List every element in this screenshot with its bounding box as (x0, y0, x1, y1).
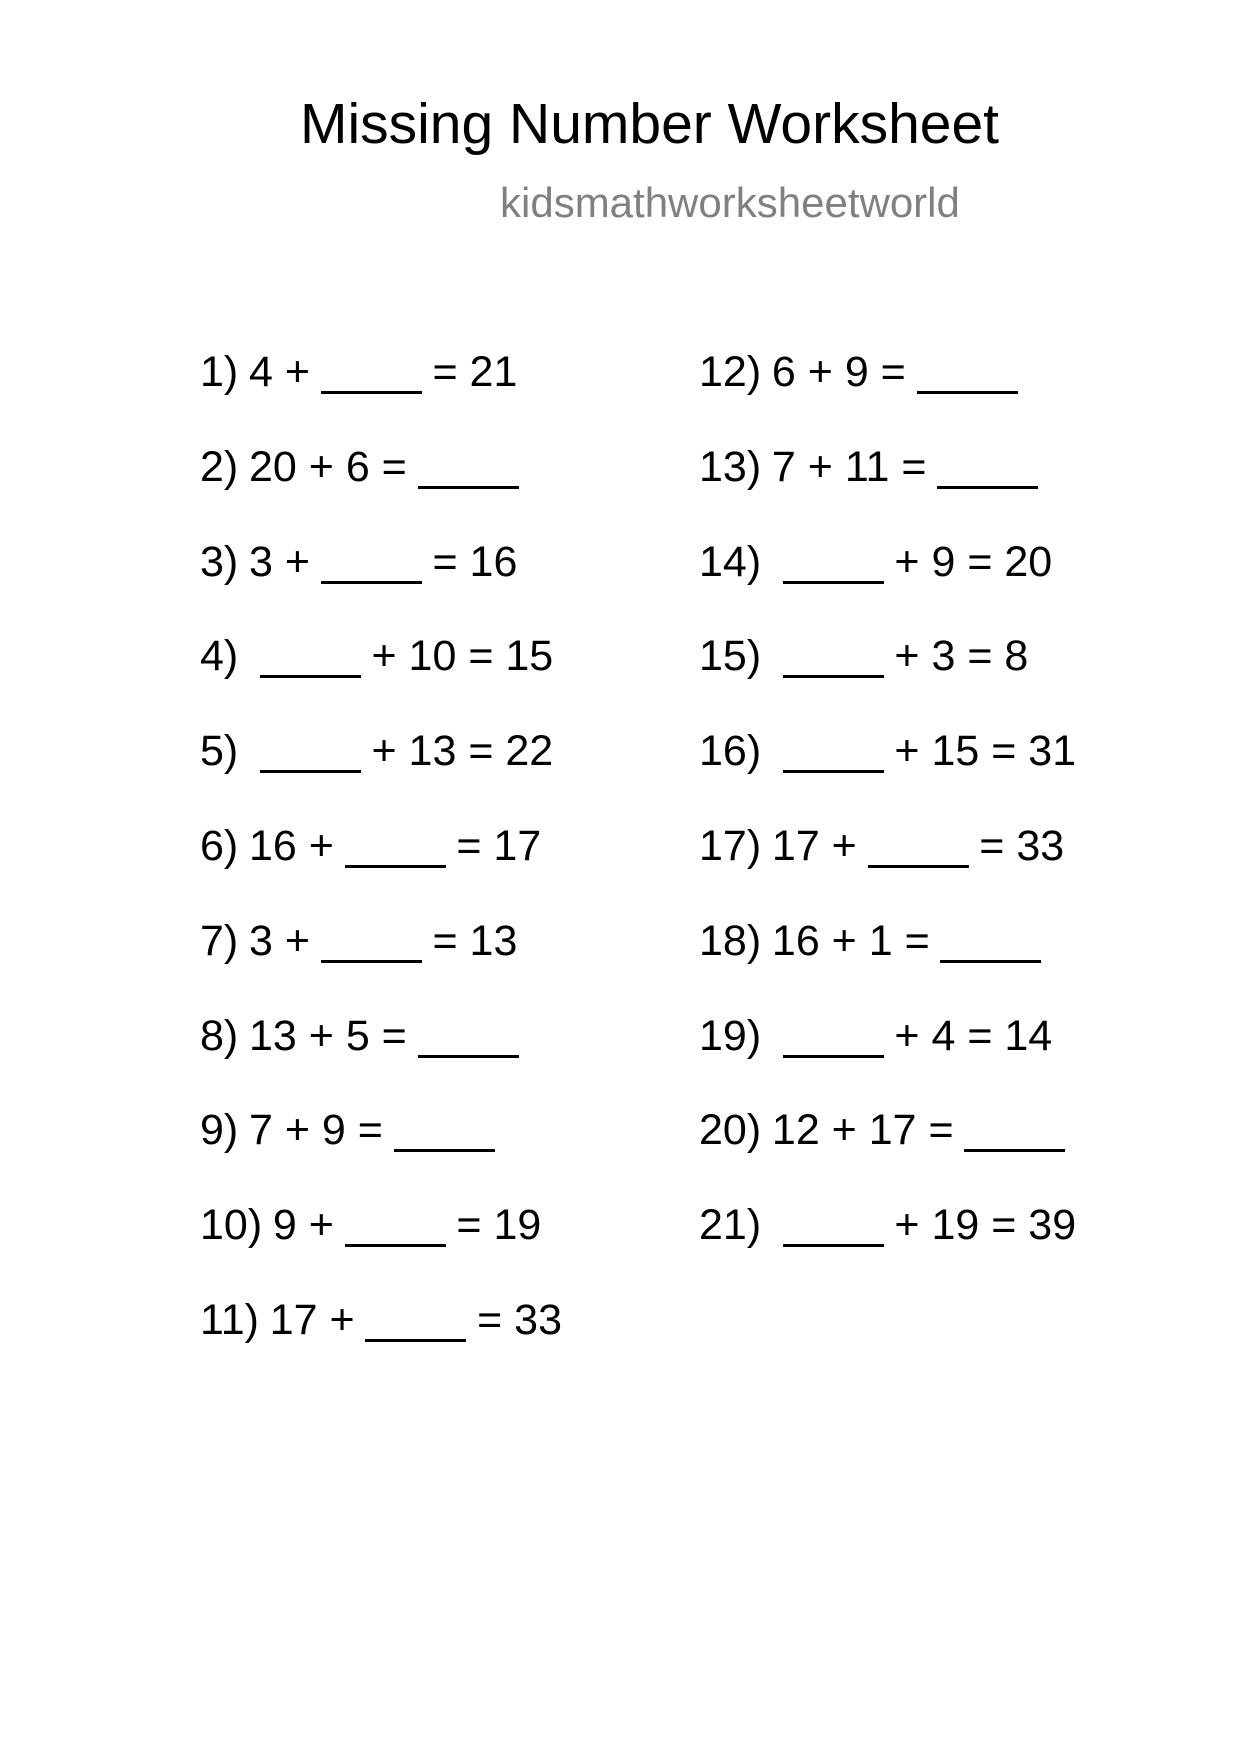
problem-item (699, 442, 1076, 541)
problem-number: 16) (699, 727, 762, 776)
problem-item (200, 442, 562, 541)
equation-text: 16 + (248, 821, 334, 870)
problem-number: 7) (200, 916, 239, 965)
answer-blank[interactable] (345, 825, 446, 868)
problem-item (699, 348, 1076, 446)
problem-number: 21) (699, 1201, 762, 1250)
equation-text: = 33 (979, 821, 1065, 870)
equation-text: 17 + (771, 821, 857, 870)
answer-blank[interactable] (917, 351, 1018, 394)
equation-text: + 3 = 8 (894, 632, 1029, 681)
problem-item (200, 1106, 562, 1204)
equation-text: = 13 (432, 916, 518, 965)
equation-text: = 19 (456, 1201, 542, 1250)
problem-number: 18) (699, 916, 762, 965)
answer-blank[interactable] (964, 1109, 1065, 1152)
answer-blank[interactable] (321, 351, 422, 394)
equation-text: + 15 = 31 (894, 727, 1077, 776)
answer-blank[interactable] (783, 1204, 884, 1247)
problem-number: 19) (699, 1011, 762, 1060)
equation-text: + 10 = 15 (371, 632, 554, 681)
answer-blank[interactable] (345, 1204, 446, 1247)
problem-item (200, 632, 562, 730)
problem-number: 1) (200, 348, 239, 396)
equation-text: 7 + 11 = (771, 442, 927, 491)
answer-blank[interactable] (418, 1015, 519, 1058)
equation-text: = 16 (432, 537, 518, 586)
problem-item (699, 727, 1077, 825)
answer-blank[interactable] (365, 1299, 466, 1342)
problem-number: 5) (200, 727, 239, 776)
problem-number: 13) (699, 442, 762, 491)
equation-text: + 19 = 39 (894, 1201, 1077, 1250)
problem-item (200, 1201, 562, 1299)
problem-number: 6) (200, 821, 239, 870)
answer-blank[interactable] (418, 446, 519, 489)
answer-blank[interactable] (868, 825, 969, 868)
equation-text: 3 + (248, 916, 310, 965)
problem-number: 20) (699, 1106, 762, 1155)
problem-number: 15) (699, 632, 762, 681)
equation-text: 12 + 17 = (771, 1106, 954, 1155)
answer-blank[interactable] (321, 541, 422, 584)
answer-blank[interactable] (783, 730, 884, 773)
equation-text: + 13 = 22 (371, 727, 554, 776)
problem-number: 2) (200, 442, 239, 491)
problem-item (200, 1295, 562, 1394)
answer-blank[interactable] (260, 730, 361, 773)
problem-item (699, 1106, 1076, 1204)
answer-blank[interactable] (940, 920, 1041, 963)
equation-text: 20 + 6 = (248, 442, 407, 491)
equation-text: + 4 = 14 (894, 1011, 1053, 1060)
equation-text: 13 + 5 = (248, 1011, 407, 1060)
equation-text: 3 + (248, 537, 310, 586)
problem-item (200, 537, 562, 636)
problem-item (200, 1011, 562, 1110)
problem-number: 9) (200, 1106, 239, 1155)
problem-number: 4) (200, 632, 239, 681)
problem-item (699, 1011, 1076, 1110)
problem-item (200, 916, 562, 1015)
equation-text: 16 + 1 = (771, 916, 930, 965)
problem-item (699, 916, 1076, 1015)
problem-number: 3) (200, 537, 239, 586)
problem-number: 10) (200, 1201, 263, 1250)
answer-blank[interactable] (783, 1015, 884, 1058)
problem-number: 12) (699, 348, 762, 396)
equation-text: = 17 (456, 821, 542, 870)
problem-item (200, 821, 562, 920)
equation-text: 17 + (269, 1295, 355, 1344)
problems-column-left (200, 348, 562, 1394)
problem-item (699, 1201, 1077, 1299)
equation-text: = 21 (432, 348, 518, 396)
equation-text: = 33 (477, 1295, 562, 1344)
equation-text: 7 + 9 = (248, 1106, 383, 1155)
site-watermark: kidsmathworksheetworld (500, 179, 960, 226)
problem-item (200, 348, 562, 446)
answer-blank[interactable] (260, 635, 361, 678)
problem-number: 8) (200, 1011, 239, 1060)
equation-text: + 9 = 20 (894, 537, 1053, 586)
equation-text: 4 + (248, 348, 310, 396)
problem-item (699, 821, 1076, 920)
problem-number: 11) (200, 1295, 259, 1344)
equation-text: 6 + 9 = (771, 348, 906, 396)
answer-blank[interactable] (783, 635, 884, 678)
answer-blank[interactable] (937, 446, 1038, 489)
answer-blank[interactable] (783, 541, 884, 584)
answer-blank[interactable] (394, 1109, 495, 1152)
problem-item (200, 727, 562, 825)
problem-number: 17) (699, 821, 762, 870)
problem-item (699, 632, 1076, 730)
answer-blank[interactable] (321, 920, 422, 963)
equation-text: 9 + (272, 1201, 334, 1250)
problem-item (699, 537, 1076, 636)
problem-number: 14) (699, 537, 762, 586)
problems-column-right (699, 348, 1077, 1299)
page-title: Missing Number Worksheet (300, 92, 1000, 156)
